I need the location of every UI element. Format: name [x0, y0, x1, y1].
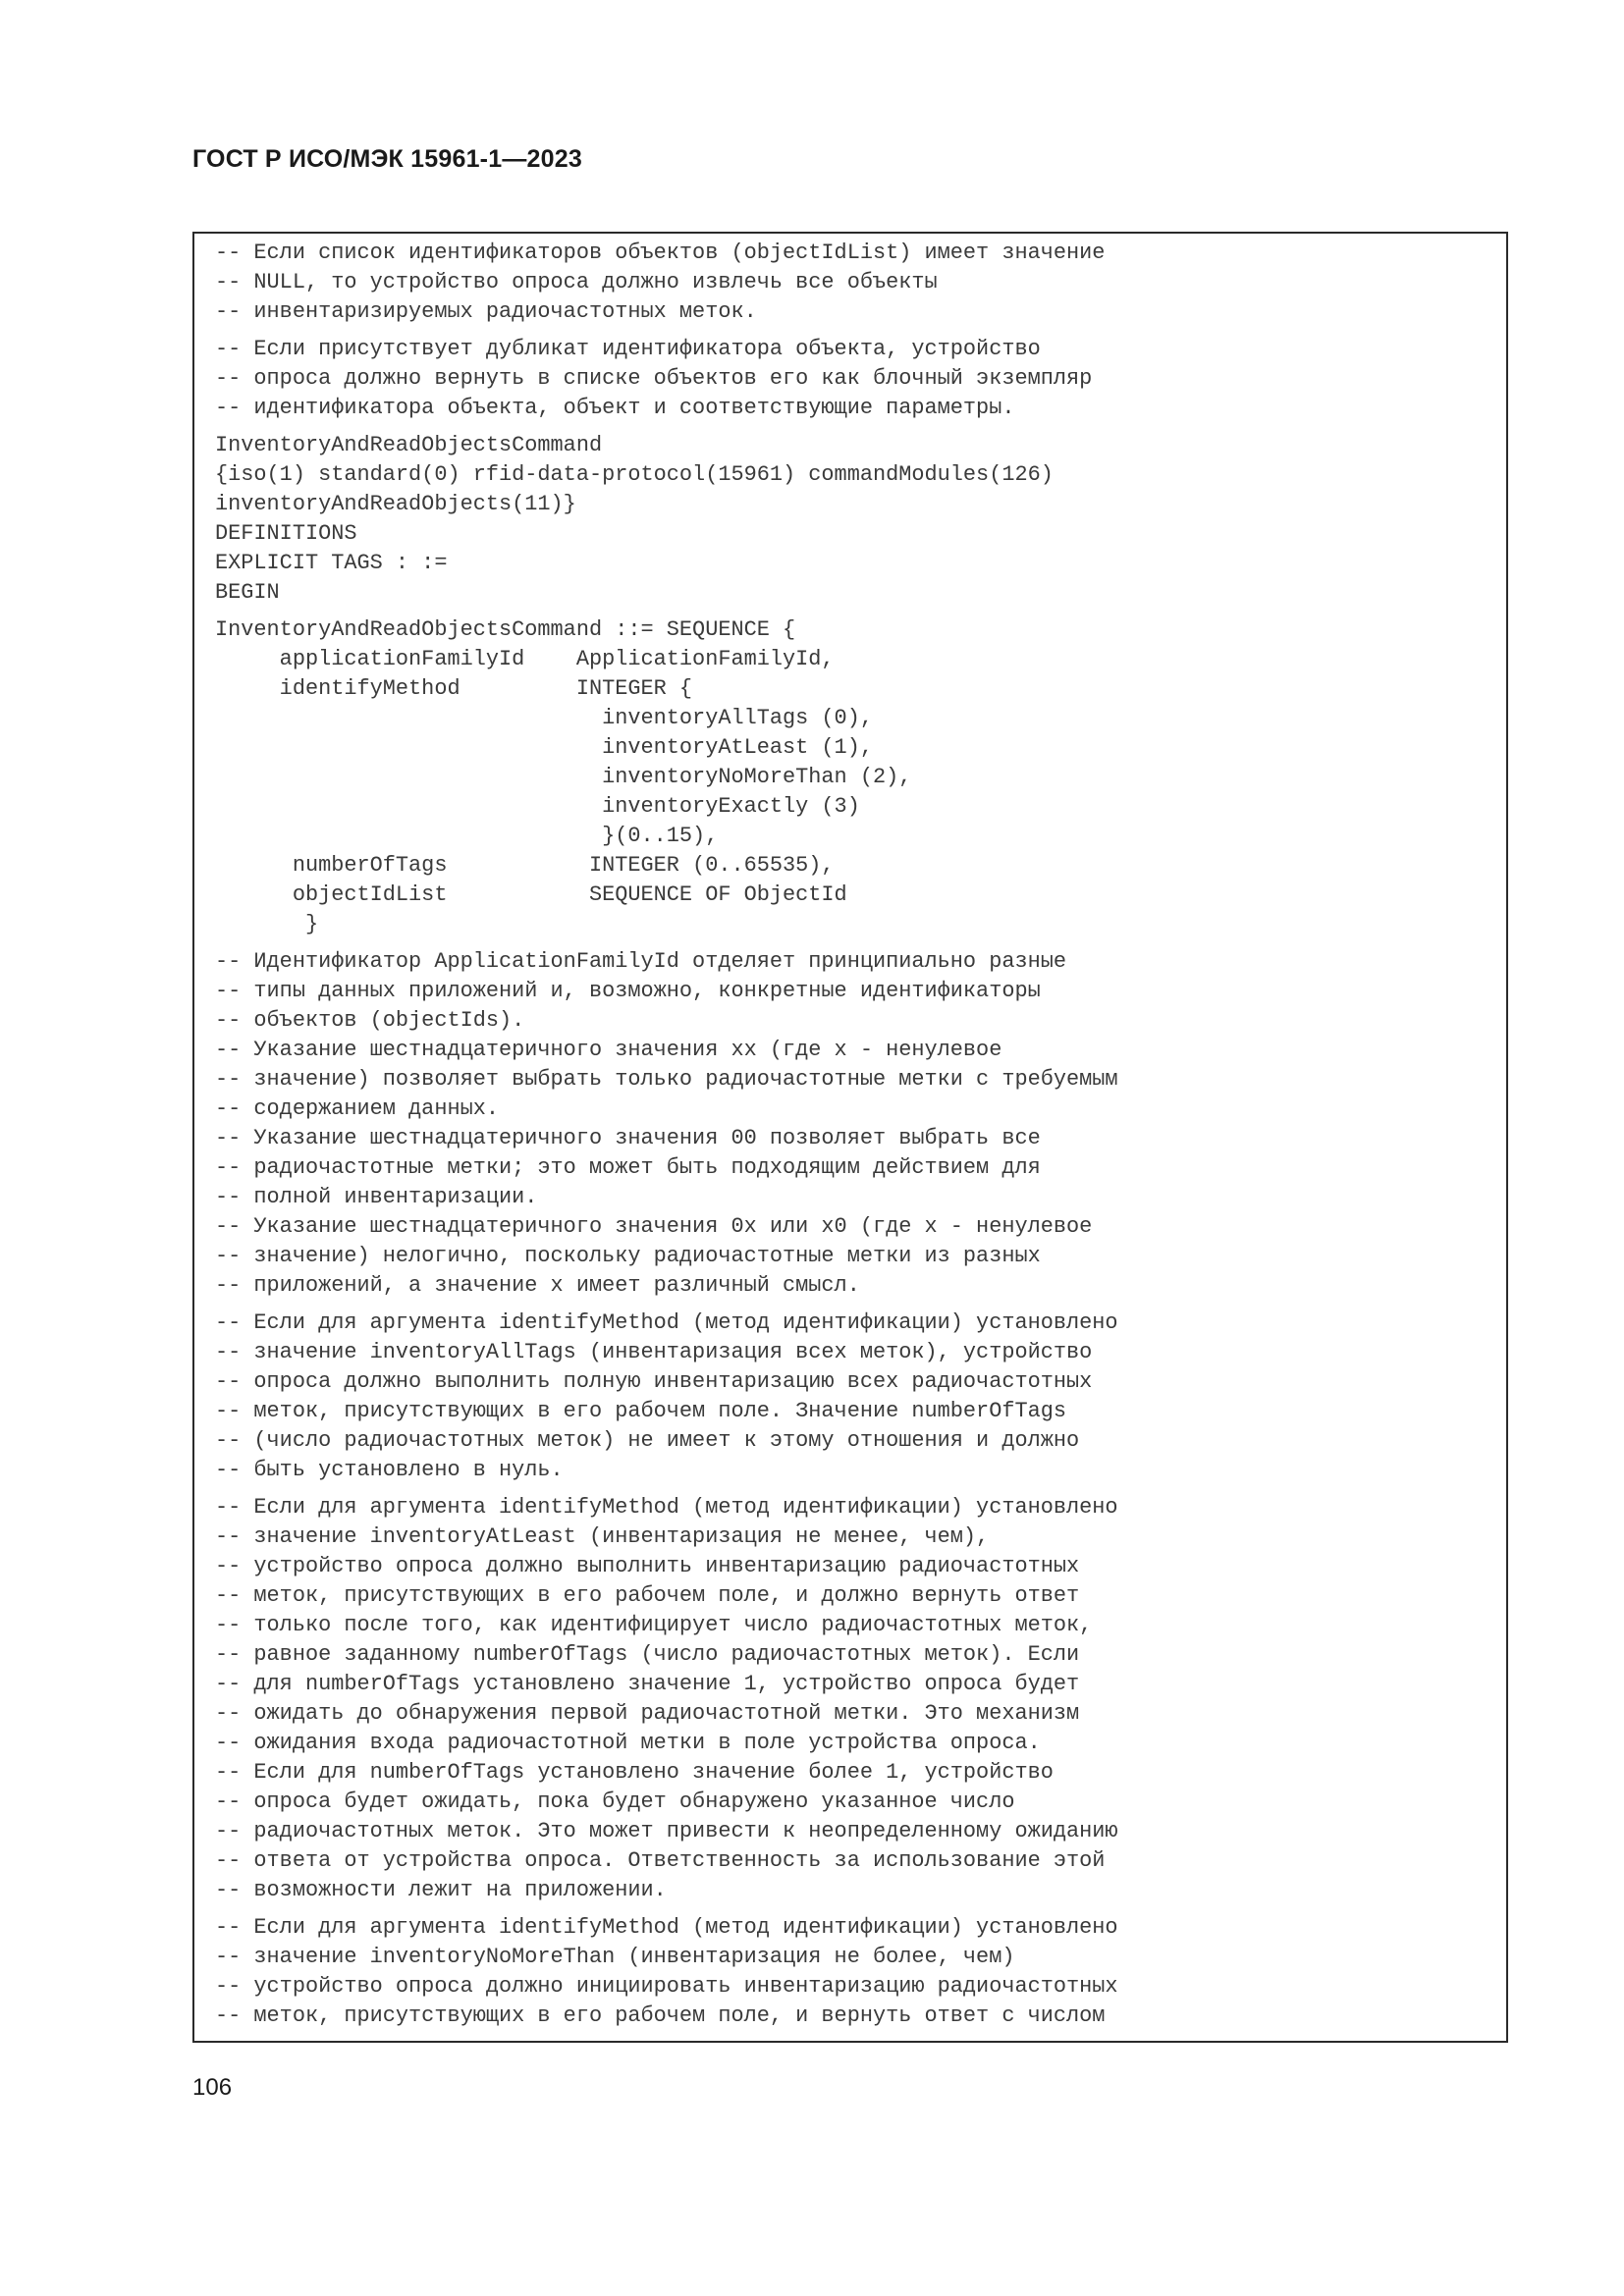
code-line: -- Если список идентификаторов объектов (objectIdList) имеет значение [215, 240, 1106, 265]
code-paragraph [215, 1913, 1506, 2031]
code-line: -- содержанием данных. [215, 1096, 500, 1121]
code-line: {iso(1) standard(0) rfid-data-protocol(15961) commandModules(126) [215, 462, 1054, 487]
code-line: inventoryAndReadObjects(11)} [215, 492, 576, 516]
code-line: }(0..15), [215, 824, 719, 848]
code-paragraph [215, 335, 1506, 423]
code-line: } [215, 912, 319, 936]
code-line: -- Если для numberOfTags установлено значение более 1, устройство [215, 1760, 1054, 1785]
code-line: objectIdList SEQUENCE OF ObjectId [215, 882, 847, 907]
code-line: -- значение) нелогично, поскольку радиочастотные метки из разных [215, 1244, 1041, 1268]
code-line: -- ожидания входа радиочастотной метки в поле устройства опроса. [215, 1731, 1041, 1755]
code-listing [215, 239, 1506, 2041]
code-line: -- радиочастотные метки; это может быть подходящим действием для [215, 1155, 1041, 1180]
code-line: -- опроса будет ожидать, пока будет обнаружено указанное число [215, 1789, 1015, 1814]
code-line: -- инвентаризируемых радиочастотных меток. [215, 299, 757, 324]
code-line: applicationFamilyId ApplicationFamilyId, [215, 647, 835, 671]
code-line: -- быть установлено в нуль. [215, 1458, 564, 1482]
code-line: -- значение inventoryAtLeast (инвентаризация не менее, чем), [215, 1524, 990, 1549]
code-line: -- радиочастотных меток. Это может привести к неопределенному ожиданию [215, 1819, 1118, 1843]
code-line: -- Указание шестнадцатеричного значения 00 позволяет выбрать все [215, 1126, 1041, 1150]
code-line: InventoryAndReadObjectsCommand ::= SEQUENCE { [215, 617, 796, 642]
code-line: -- меток, присутствующих в его рабочем поле, и вернуть ответ с числом [215, 2003, 1106, 2028]
code-line: inventoryExactly (3) [215, 794, 860, 819]
code-line: -- типы данных приложений и, возможно, конкретные идентификаторы [215, 979, 1041, 1003]
page-number: 106 [192, 2074, 233, 2101]
code-paragraph [215, 1308, 1506, 1485]
code-line: EXPLICIT TAGS : := [215, 551, 448, 575]
code-line: -- объектов (objectIds). [215, 1008, 525, 1033]
code-line: -- ответа от устройства опроса. Ответственность за использование этой [215, 1848, 1106, 1873]
code-line: -- Указание шестнадцатеричного значения 0x или x0 (где x - ненулевое [215, 1214, 1093, 1239]
code-line: -- устройство опроса должно выполнить инвентаризацию радиочастотных [215, 1554, 1080, 1578]
code-line: inventoryAtLeast (1), [215, 735, 873, 760]
code-paragraph [215, 947, 1506, 1301]
code-line: -- идентификатора объекта, объект и соответствующие параметры. [215, 396, 1015, 420]
code-line: inventoryNoMoreThan (2), [215, 765, 912, 789]
code-line: -- приложений, а значение x имеет различный смысл. [215, 1273, 860, 1298]
code-line: -- опроса должно выполнить полную инвентаризацию всех радиочастотных [215, 1369, 1093, 1394]
code-line: -- Если присутствует дубликат идентификатора объекта, устройство [215, 337, 1041, 361]
code-line: -- для numberOfTags установлено значение 1, устройство опроса будет [215, 1672, 1080, 1696]
code-line: -- равное заданному numberOfTags (число радиочастотных меток). Если [215, 1642, 1080, 1667]
code-line: -- значение inventoryAllTags (инвентаризация всех меток), устройство [215, 1340, 1093, 1364]
code-line: BEGIN [215, 580, 280, 605]
code-line: -- ожидать до обнаружения первой радиочастотной метки. Это механизм [215, 1701, 1080, 1726]
code-paragraph [215, 615, 1506, 939]
code-line: -- значение) позволяет выбрать только радиочастотные метки с требуемым [215, 1067, 1118, 1092]
code-line: -- NULL, то устройство опроса должно извлечь все объекты [215, 270, 938, 294]
code-line: -- Идентификатор ApplicationFamilyId отделяет принципиально разные [215, 949, 1067, 974]
code-line: InventoryAndReadObjectsCommand [215, 433, 603, 457]
code-line: -- опроса должно вернуть в списке объектов его как блочный экземпляр [215, 366, 1093, 391]
code-line: -- меток, присутствующих в его рабочем поле, и должно вернуть ответ [215, 1583, 1080, 1608]
code-line: -- значение inventoryNoMoreThan (инвентаризация не более, чем) [215, 1945, 1015, 1969]
code-line: numberOfTags INTEGER (0..65535), [215, 853, 835, 878]
code-line: -- меток, присутствующих в его рабочем поле. Значение numberOfTags [215, 1399, 1067, 1423]
code-line: -- устройство опроса должно инициировать инвентаризацию радиочастотных [215, 1974, 1118, 1999]
code-line: -- Если для аргумента identifyMethod (метод идентификации) установлено [215, 1915, 1118, 1940]
code-paragraph [215, 1493, 1506, 1905]
code-line: DEFINITIONS [215, 521, 357, 546]
code-line: -- Указание шестнадцатеричного значения xx (где x - ненулевое [215, 1038, 1002, 1062]
code-line: -- полной инвентаризации. [215, 1185, 538, 1209]
code-line: -- возможности лежит на приложении. [215, 1878, 667, 1902]
code-line: -- Если для аргумента identifyMethod (метод идентификации) установлено [215, 1495, 1118, 1520]
page-header-standard-id: ГОСТ Р ИСО/МЭК 15961-1—2023 [192, 145, 582, 173]
code-listing-frame [192, 232, 1508, 2043]
code-line: inventoryAllTags (0), [215, 706, 873, 730]
code-line: identifyMethod INTEGER { [215, 676, 693, 701]
code-paragraph [215, 239, 1506, 327]
code-line: -- Если для аргумента identifyMethod (метод идентификации) установлено [215, 1310, 1118, 1335]
code-line: -- только после того, как идентифицирует число радиочастотных меток, [215, 1613, 1093, 1637]
code-line: -- (число радиочастотных меток) не имеет к этому отношения и должно [215, 1428, 1080, 1453]
code-paragraph [215, 431, 1506, 608]
